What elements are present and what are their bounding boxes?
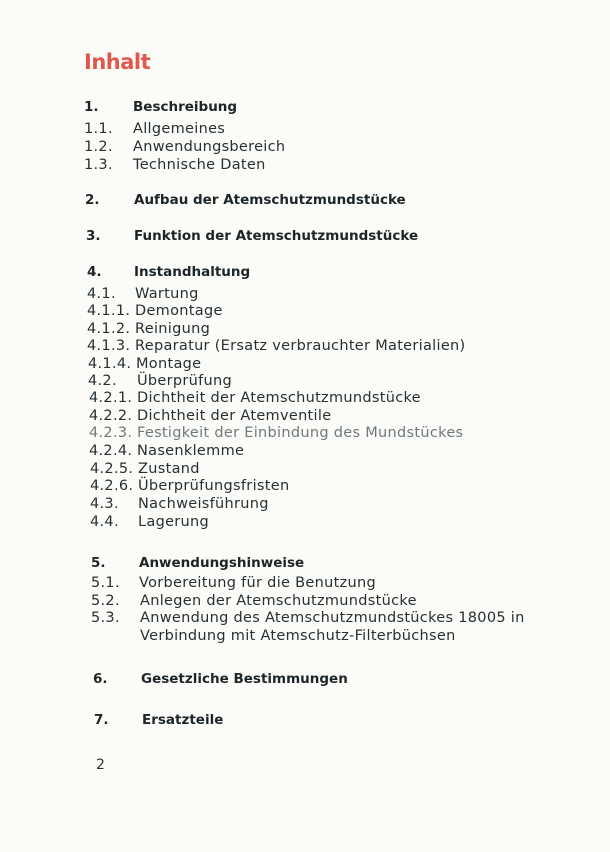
toc-text: Demontage bbox=[135, 303, 223, 319]
toc-text: Technische Daten bbox=[133, 157, 266, 173]
toc-text: Anlegen der Atemschutzmundstücke bbox=[140, 593, 417, 609]
toc-number: 1. bbox=[84, 99, 99, 115]
toc-number: 4.2.2. bbox=[89, 408, 133, 424]
toc-text: Überprüfungsfristen bbox=[138, 478, 290, 494]
page-number: 2 bbox=[96, 757, 105, 773]
toc-number: 4. bbox=[87, 264, 102, 280]
toc-text: Anwendung des Atemschutzmundstückes 18005 in bbox=[140, 610, 525, 626]
toc-number: 4.4. bbox=[90, 514, 119, 530]
toc-number: 1.1. bbox=[84, 121, 113, 137]
toc-text: Aufbau der Atemschutzmundstücke bbox=[134, 192, 406, 208]
toc-number: 1.2. bbox=[84, 139, 113, 155]
toc-number: 4.2.4. bbox=[89, 443, 133, 459]
toc-number: 4.3. bbox=[90, 496, 119, 512]
toc-number: 6. bbox=[93, 671, 108, 687]
toc-text: Montage bbox=[136, 356, 202, 372]
toc-text: Anwendungsbereich bbox=[133, 139, 286, 155]
toc-text: Reparatur (Ersatz verbrauchter Materialien) bbox=[135, 338, 466, 354]
toc-text: Lagerung bbox=[138, 514, 210, 530]
toc-text: Überprüfung bbox=[137, 373, 233, 389]
toc-text: Ersatzteile bbox=[142, 712, 224, 728]
toc-text: Nachweisführung bbox=[138, 496, 269, 512]
toc-number: 4.1.3. bbox=[87, 338, 131, 354]
toc-text: Instandhaltung bbox=[134, 264, 251, 280]
toc-number: 4.2.3. bbox=[89, 425, 133, 441]
toc-number: 4.2. bbox=[88, 373, 117, 389]
toc-number: 3. bbox=[86, 228, 101, 244]
toc-number: 4.2.6. bbox=[90, 478, 134, 494]
toc-number: 7. bbox=[94, 712, 109, 728]
toc-number: 4.1. bbox=[87, 286, 116, 302]
toc-number: 2. bbox=[85, 192, 100, 208]
toc-number: 5.1. bbox=[91, 575, 120, 591]
toc-text: Vorbereitung für die Benutzung bbox=[139, 575, 376, 591]
toc-text: Beschreibung bbox=[133, 99, 238, 115]
toc-text: Zustand bbox=[138, 461, 200, 477]
toc-number: 4.1.2. bbox=[87, 321, 131, 337]
toc-text: Funktion der Atemschutzmundstücke bbox=[134, 228, 419, 244]
toc-number: 4.1.4. bbox=[88, 356, 132, 372]
toc-text-continued: Verbindung mit Atemschutz-Filterbüchsen bbox=[140, 628, 456, 644]
page-title: Inhalt bbox=[84, 50, 151, 74]
toc-text: Dichtheit der Atemschutzmundstücke bbox=[137, 390, 421, 406]
toc-text: Nasenklemme bbox=[137, 443, 245, 459]
toc-number: 5.2. bbox=[91, 593, 120, 609]
toc-text: Gesetzliche Bestimmungen bbox=[141, 671, 348, 687]
toc-text: Festigkeit der Einbindung des Mundstückes bbox=[137, 425, 464, 441]
toc-number: 4.2.1. bbox=[89, 390, 133, 406]
toc-text: Dichtheit der Atemventile bbox=[137, 408, 332, 424]
toc-number: 1.3. bbox=[84, 157, 113, 173]
toc-number: 5. bbox=[91, 555, 106, 571]
toc-text: Wartung bbox=[135, 286, 199, 302]
toc-text: Reinigung bbox=[135, 321, 211, 337]
toc-text: Allgemeines bbox=[133, 121, 226, 137]
toc-number: 4.1.1. bbox=[87, 303, 131, 319]
toc-number: 4.2.5. bbox=[90, 461, 134, 477]
toc-number: 5.3. bbox=[91, 610, 120, 626]
toc-text: Anwendungshinweise bbox=[139, 555, 305, 571]
